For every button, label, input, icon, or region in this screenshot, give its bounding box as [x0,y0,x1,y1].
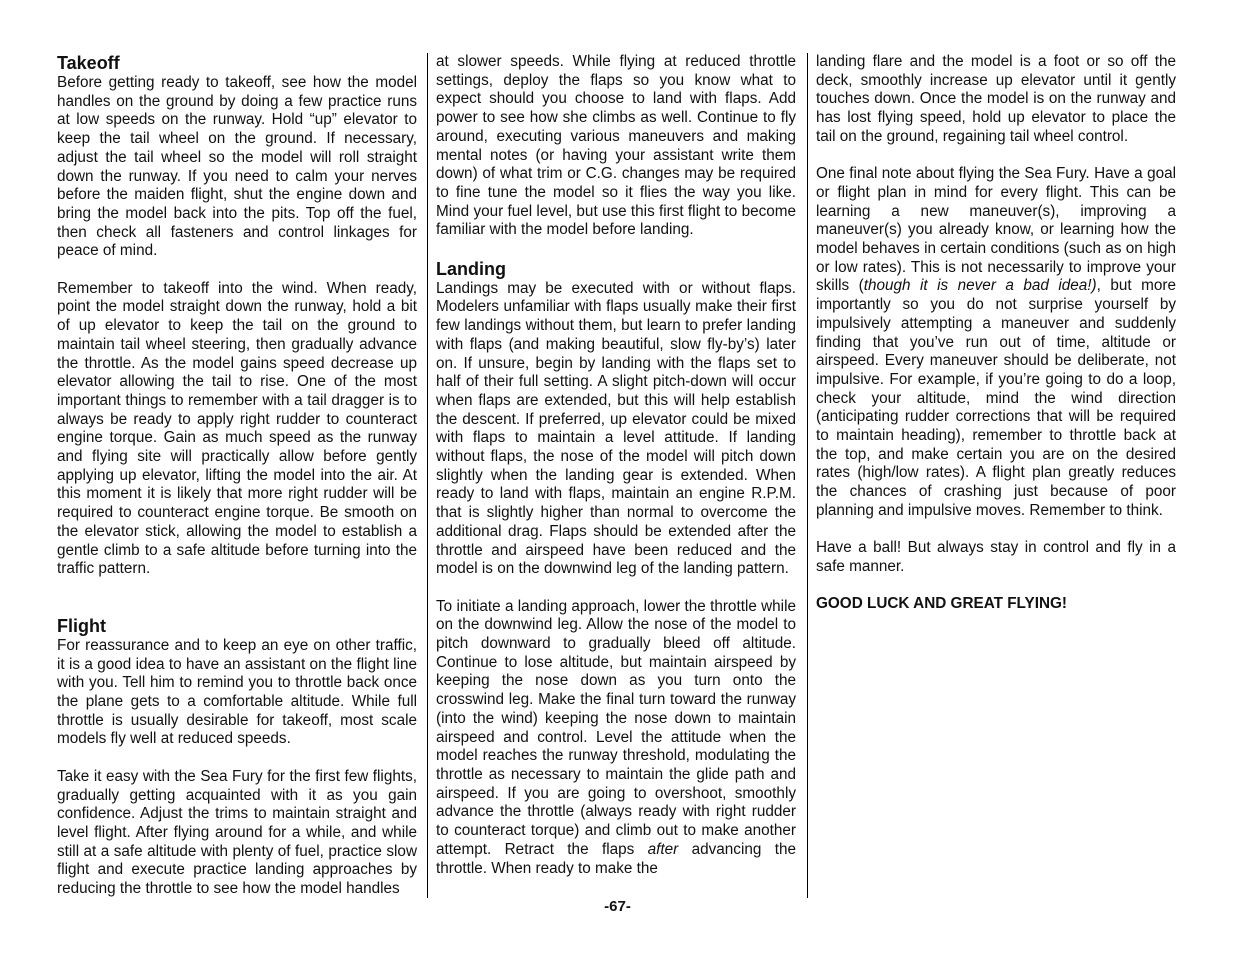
closing-line: GOOD LUCK AND GREAT FLYING! [816,595,1067,613]
have-a-ball-paragraph: Have a ball! But always stay in control and fly in a safe manner. [816,539,1176,575]
landing-paragraph-2-continued: landing flare and the model is a foot or so off the deck, smoothly increase up elevator until it gently touches down. Once the model is on the runway and has lost flying speed, hold up elevator to place the tail on the ground, regaining tail wheel control. [816,53,1176,145]
column-3 [816,53,1176,614]
page-number: -67- [604,898,631,915]
final-note-text-b: , but more importantly so you do not surprise yourself by impulsively attempting a maneuver and suddenly finding that you’ve run out of time, altitude or airspeed. Every maneuver should be deliberate, not impulsive. For example, if you’re going to do a loop, check your altitude, mind the wind direction (anticipating rudder corrections that will be required to maintain heading), remember to throttle back at the top, and make certain you are on the desired rates (high/low rates). A flight plan greatly reduces the chances of crashing just because of poor planning and impulsive moves. Remember to think. [816,277,1176,519]
final-note-text-a: One final note about flying the Sea Fury. Have a goal or flight plan in mind for every flight. This can be learning a new maneuver(s), improving a maneuver(s) you already know, or learning how the model behaves in certain conditions (such as on high or low rates). This is not necessarily to improve your skills ( [816,165,1176,295]
landing-paragraph-1: Landings may be executed with or without flaps. Modelers unfamiliar with flaps usually make their first few landings without them, but learn to prefer landing with flaps (and making beautiful, slow fly-by’s) later on. If unsure, begin by landing with the flaps set to half of their full setting. A slight pitch-down will occur when flaps are extended, but this will help establish the descent. If preferred, up elevator could be mixed with flaps to maintain a level attitude. If landing without flaps, the nose of the model will pitch down slightly when the landing gear is extended. When ready to land with flaps, maintain an engine R.P.M. that is slightly higher than normal to overcome the additional drag. Flaps should be extended after the throttle and airspeed have been reduced and the model is on the downwind leg of the landing pattern. [436,279,796,578]
flight-paragraph-2-continued: at slower speeds. While flying at reduced throttle settings, deploy the flaps so you know what to expect should you choose to land with flaps. Add power to see how she climbs as well. Continue to fly around, executing various maneuvers and making mental notes (or having your assistant write them down) of what trim or C.G. changes may be required to fine tune the model so it flies the way you like. Mind your fuel level, but use this first flight to become familiar with the model before landing. [436,53,796,239]
takeoff-paragraph-2: Remember to takeoff into the wind. When ready, point the model straight down the runway, hold a bit of up elevator to keep the tail on the ground to maintain tail wheel steering, then gradually advance the throttle. As the model gains speed decrease up elevator allowing the tail to rise. One of the most important things to remember with a tail dragger is to always be ready to apply right rudder to counteract engine torque. Gain as much speed as the runway and flying site will practically allow before gently applying up elevator, lifting the model into the air. At this moment it is likely that more right rudder will be required to counteract engine torque. Be smooth on the elevator stick, allowing the model to establish a gentle climb to a safe altitude before turning into the traffic pattern. [57,279,417,578]
column-divider-2 [807,53,808,898]
landing-heading: Landing [436,258,506,279]
takeoff-paragraph-1: Before getting ready to takeoff, see how the model handles on the ground by doing a few practice runs at low speeds on the runway. Hold “up” elevator to keep the tail wheel on the ground. If necessary, adjust the tail wheel so the model will roll straight down the runway. If you need to calm your nerves before the maiden flight, shut the engine down and bring the model back into the pits. Top off the fuel, then check all fasteners and control linkages for peace of mind. [57,74,417,260]
takeoff-heading: Takeoff [57,53,120,73]
flight-paragraph-1: For reassurance and to keep an eye on other traffic, it is a good idea to have an assistant on the flight line with you. Tell him to remind you to throttle back once the plane gets to a comfortable altitude. While full throttle is usually desirable for takeoff, most scale models fly well at reduced speeds. [57,636,417,748]
final-note-paragraph [816,165,1176,520]
column-1 [57,53,417,899]
landing-paragraph-2-end: advancing the throttle. When ready to make the [436,840,796,877]
landing-paragraph-2-text: To initiate a landing approach, lower the throttle while on the downwind leg. Allow the nose of the model to pitch downward to gradually bleed off altitude. Continue to lose altitude, but maintain airspeed by keeping the nose down as you turn onto the crosswind leg. Make the final turn toward the runway (into the wind) keeping the nose down to maintain airspeed and control. Level the attitude when the model reaches the runway threshold, modulating the throttle as necessary to maintain the glide path and airspeed. If you are going to overshoot, smoothly advance the throttle (always ready with right rudder to counteract torque) and climb out to make another attempt. Retract the flaps [436,597,796,858]
landing-paragraph-2 [436,598,796,879]
column-divider-1 [427,53,428,898]
final-note-italic: though it is never a bad idea!) [863,277,1097,295]
flight-heading: Flight [57,615,106,636]
column-2 [436,53,796,878]
flight-paragraph-2: Take it easy with the Sea Fury for the first few flights, gradually getting acquainted with it as you gain confidence. Adjust the trims to maintain straight and level flight. After flying around for a while, and while still at a safe altitude with plenty of fuel, practice slow flight and execute practice landing approaches by reducing the throttle to see how the model handles [57,767,417,898]
landing-paragraph-2-italic: after [647,840,679,858]
